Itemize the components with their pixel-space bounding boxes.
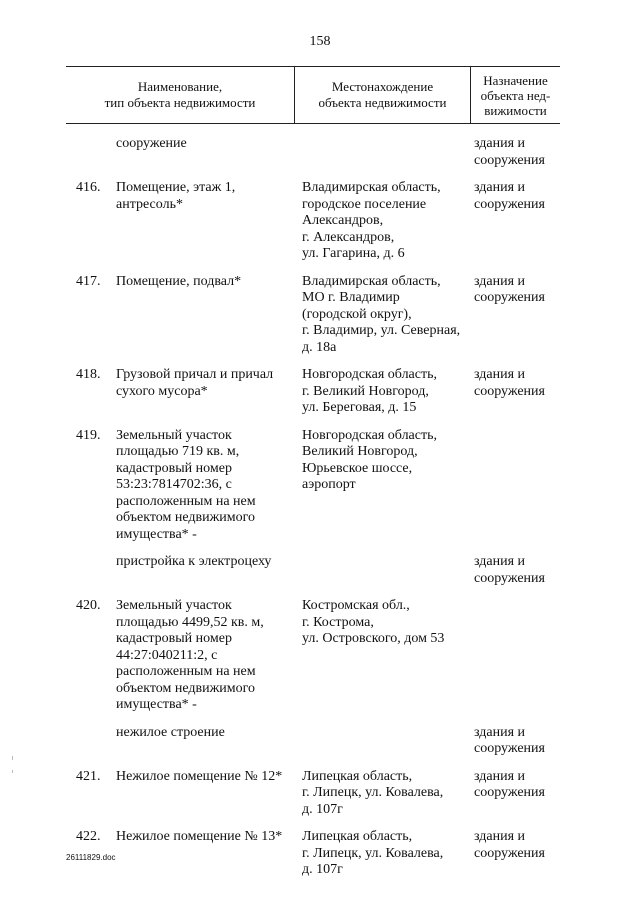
object-name: Помещение, этаж 1, антресоль* [116, 180, 236, 212]
row-number: 418. [76, 367, 101, 382]
table-row [0, 136, 640, 169]
row-number: 416. [76, 180, 101, 195]
object-name: Помещение, подвал* [116, 273, 242, 289]
row-number: 419. [76, 427, 101, 443]
object-purpose: здания и сооружения [474, 768, 545, 800]
header-name-type: Наименование, тип объекта недвижимости [104, 79, 256, 110]
scan-mark [12, 756, 13, 760]
object-location: Костромская обл., г. Кострома, ул. Островского, дом 53 [302, 598, 445, 646]
row-number: 422. [76, 829, 101, 844]
header-purpose: Назначение объекта нед- вижимости [480, 72, 551, 118]
object-purpose: здания и сооружения [474, 136, 545, 168]
row-number: 417. [76, 273, 101, 289]
object-location: Липецкая область, г. Липецк, ул. Ковалева, д. 107г [302, 829, 444, 877]
table-body [0, 136, 640, 890]
object-purpose: здания и сооружения [474, 180, 545, 212]
object-location [302, 725, 474, 758]
table-row [0, 725, 640, 758]
object-name: Грузовой причал и причал сухого мусора* [116, 367, 274, 399]
row-number [76, 554, 116, 587]
scan-mark [12, 770, 13, 773]
object-name: Земельный участок площадью 719 кв. м, кадастровый номер 53:23:7814702:36, с расположенным на нем объектом недвижимого имущества* - [116, 427, 256, 542]
document-filename: 26111829.doc [66, 853, 116, 862]
object-location [302, 136, 474, 169]
table-row [0, 274, 640, 357]
row-number [76, 136, 116, 169]
object-purpose: здания и сооружения [474, 829, 545, 861]
page-number: 158 [309, 34, 331, 49]
table-header [66, 66, 560, 124]
table-row [0, 769, 640, 819]
object-location: Владимирская область, городское поселение Александров, г. Александров, ул. Гагарина, д. 6 [302, 180, 441, 261]
object-purpose [474, 598, 564, 714]
table-row [0, 367, 640, 417]
object-purpose: здания и сооружения [474, 273, 545, 305]
object-location: Липецкая область, г. Липецк, ул. Ковалева, д. 107г [302, 768, 444, 817]
row-number [76, 725, 116, 758]
object-purpose: здания и сооружения [474, 554, 545, 586]
table-row [0, 598, 640, 714]
object-name: Нежилое помещение № 12* [116, 768, 283, 784]
row-number: 420. [76, 598, 101, 613]
object-name: Нежилое помещение № 13* [116, 829, 283, 844]
object-purpose: здания и сооружения [474, 367, 545, 399]
row-number: 421. [76, 768, 101, 784]
object-purpose [474, 428, 564, 544]
object-location [302, 554, 474, 587]
header-location: Местонахождение объекта недвижимости [318, 79, 447, 110]
object-location: Владимирская область, МО г. Владимир (городской округ), г. Владимир, ул. Северная, д. 18а [302, 273, 461, 355]
table-row [0, 428, 640, 544]
object-purpose: здания и сооружения [474, 724, 545, 756]
object-location: Новгородская область, Великий Новгород, Юрьевское шоссе, аэропорт [302, 427, 437, 492]
table-row [0, 180, 640, 263]
table-row [0, 554, 640, 587]
object-name: Земельный участок площадью 4499,52 кв. м, кадастровый номер 44:27:040211:2, с расположенным на нем объектом недвижимого имущества* - [116, 598, 264, 712]
object-name: сооружение [116, 136, 187, 151]
object-name: нежилое строение [116, 724, 225, 740]
object-name: пристройка к электроцеху [116, 554, 272, 569]
object-location: Новгородская область, г. Великий Новгород, ул. Береговая, д. 15 [302, 367, 437, 415]
